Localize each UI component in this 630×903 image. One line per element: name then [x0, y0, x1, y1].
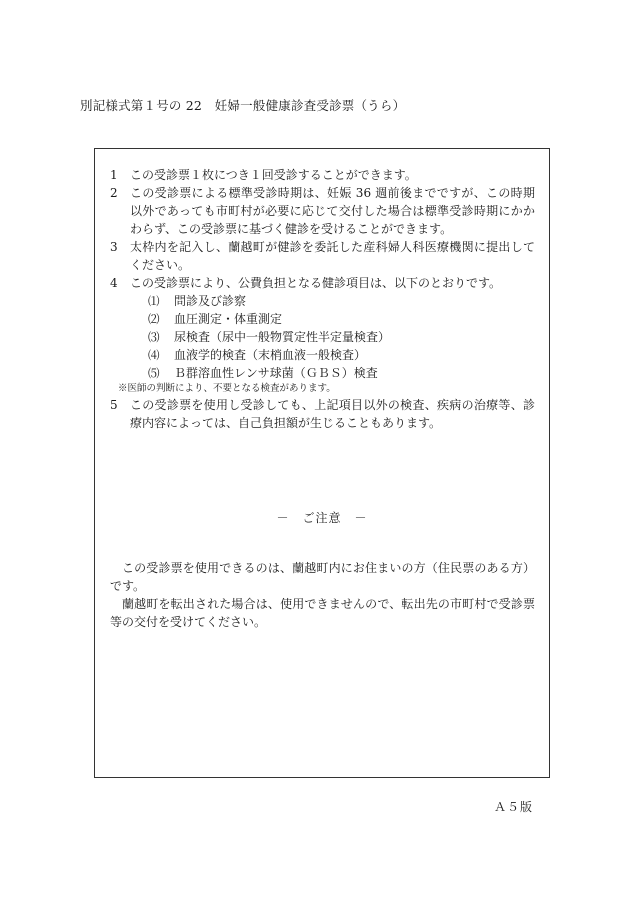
instruction-item-2 — [110, 184, 535, 238]
exam-item-number: ⑴ — [148, 294, 160, 308]
instructions-list — [110, 166, 535, 432]
exam-item-text: Ｂ群溶血性レンサ球菌（ＧＢＳ）検査 — [174, 366, 378, 380]
instructions-frame — [94, 148, 550, 778]
document-title: 別記様式第１号の 22 妊婦一般健康診査受診票（うら） — [80, 98, 406, 113]
exam-item-text: 尿検査（尿中一般物質定性半定量検査） — [174, 330, 391, 344]
instruction-item-1 — [110, 166, 535, 184]
instruction-number: 1 — [110, 168, 118, 182]
instruction-number: 5 — [110, 398, 118, 412]
exam-item-number: ⑶ — [148, 330, 160, 344]
instruction-item-3 — [110, 238, 535, 274]
instruction-number: 2 — [110, 186, 118, 200]
exam-item-2 — [110, 310, 535, 328]
caution-paragraph: この受診票を使用できるのは、蘭越町内にお住まいの方（住民票のある方）です。 — [110, 561, 535, 593]
instruction-item-5 — [110, 396, 535, 432]
caution-paragraph: 蘭越町を転出された場合は、使用できませんので、転出先の市町村で受診票等の交付を受けてください。 — [110, 597, 535, 629]
exam-item-text: 血液学的検査（末梢血液一般検査） — [174, 348, 367, 362]
exam-item-number: ⑷ — [148, 348, 160, 362]
paper-size-label: Ａ５版 — [493, 800, 533, 814]
caution-body — [110, 559, 535, 631]
instruction-text: この受診票による標準受診時期は、妊娠 36 週前後までですが、この時期以外であっても市町村が必要に応じて交付した場合は標準受診時期にかかわらず、この受診票に基づく健診を受けることができます。 — [130, 186, 535, 236]
exam-item-number: ⑵ — [148, 312, 160, 326]
caution-heading: － ご注意 － — [276, 511, 368, 525]
instruction-item-4 — [110, 274, 535, 292]
exam-item-text: 血圧測定・体重測定 — [174, 312, 283, 326]
instruction-text: 太枠内を記入し、蘭越町が健診を委託した産科婦人科医療機関に提出してください。 — [130, 240, 535, 272]
instruction-text: この受診票を使用し受診しても、上記項目以外の検査、疾病の治療等、診療内容によっては、自己負担額が生じることもあります。 — [130, 398, 535, 430]
instruction-number: 3 — [110, 240, 118, 254]
instruction-text: この受診票により、公費負担となる健診項目は、以下のとおりです。 — [130, 276, 502, 290]
instruction-text: この受診票１枚につき１回受診することができます。 — [130, 168, 417, 182]
exam-item-4 — [110, 346, 535, 364]
exam-item-3 — [110, 328, 535, 346]
exam-item-1 — [110, 292, 535, 310]
exam-item-5 — [110, 364, 535, 382]
instruction-number: 4 — [110, 276, 118, 290]
exam-item-text: 問診及び診察 — [174, 294, 247, 308]
exam-item-number: ⑸ — [148, 366, 160, 380]
doctor-judgment-note: ※医師の判断により、不要となる検査があります。 — [118, 383, 336, 394]
